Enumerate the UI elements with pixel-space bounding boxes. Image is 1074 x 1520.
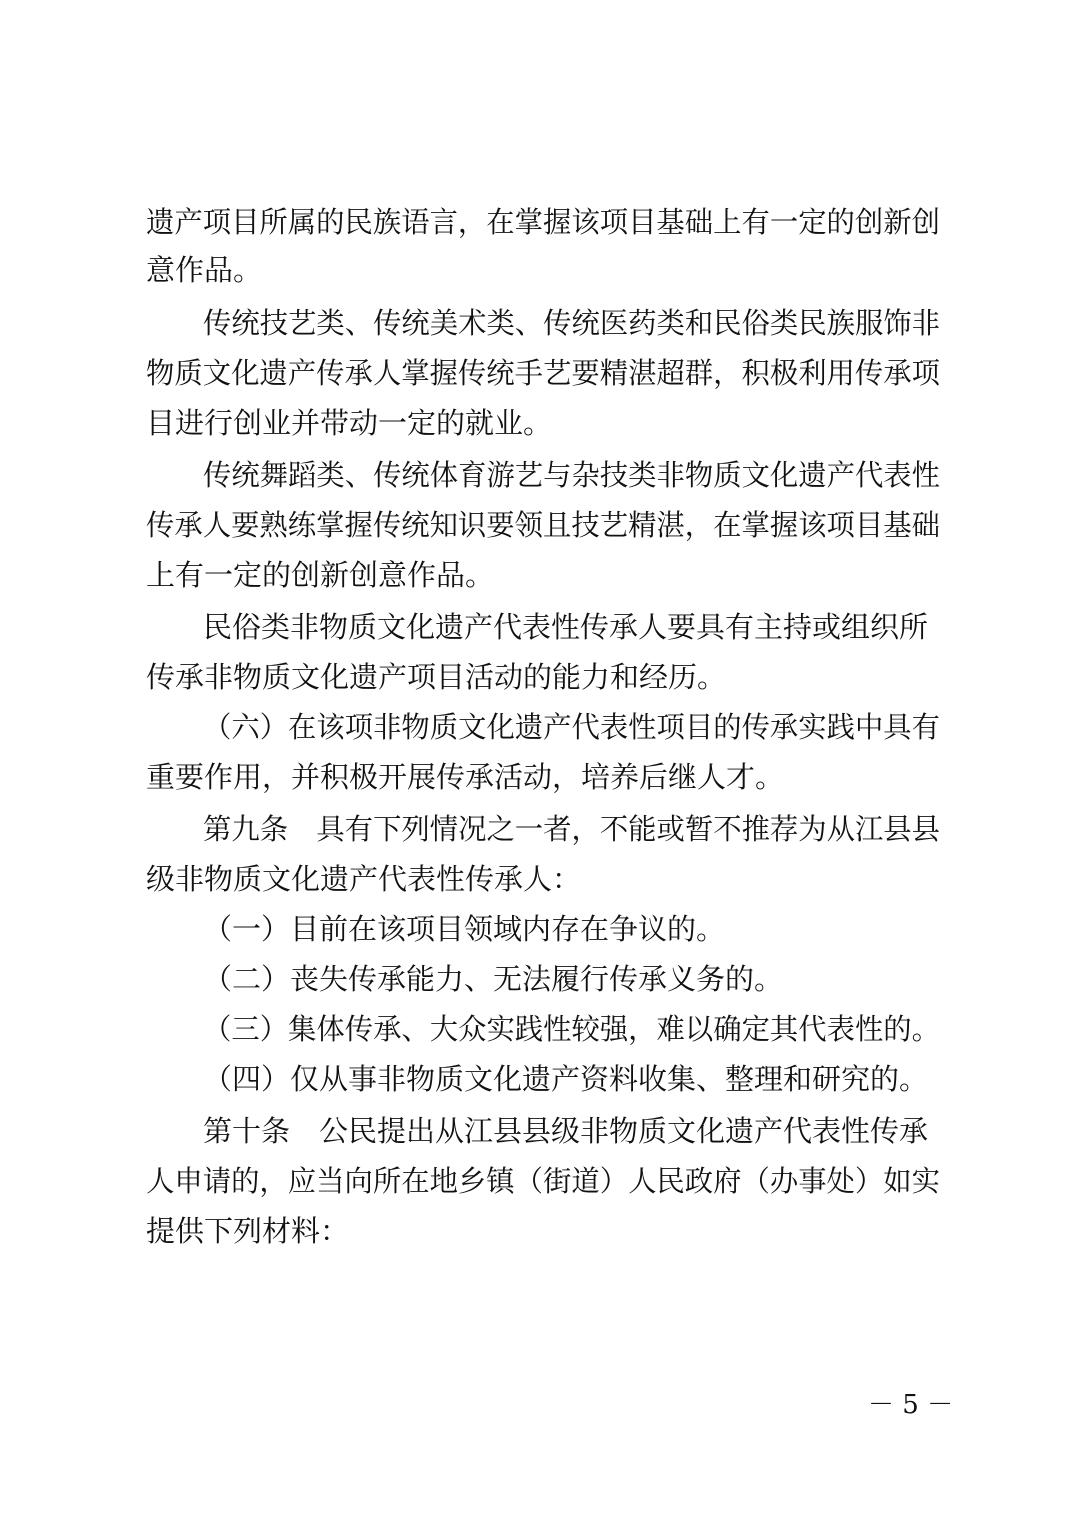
text-line	[0, 250, 1074, 290]
text-line	[0, 1059, 1074, 1099]
page-number: － 5 －	[868, 1390, 954, 1420]
line-text: 传承人要熟练掌握传统知识要领且技艺精湛，在掌握该项目基础	[146, 508, 940, 542]
line-text: 遗产项目所属的民族语言，在掌握该项目基础上有一定的创新创	[146, 205, 940, 239]
line-text: 重要作用，并积极开展传承活动，培养后继人才。	[146, 760, 785, 794]
line-text: 提供下列材料：	[146, 1214, 350, 1248]
text-line	[0, 1111, 1074, 1151]
text-line	[0, 1211, 1074, 1251]
line-text: 人申请的，应当向所在地乡镇（街道）人民政府（办事处）如实	[146, 1164, 940, 1198]
line-text: （二）丧失传承能力、无法履行传承义务的。	[203, 962, 784, 996]
line-text: 级非物质文化遗产代表性传承人：	[146, 862, 582, 896]
line-text: 第十条 公民提出从江县县级非物质文化遗产代表性传承	[203, 1114, 929, 1148]
text-line	[0, 707, 1074, 747]
line-text: 传统舞蹈类、传统体育游艺与杂技类非物质文化遗产代表性	[203, 458, 940, 492]
text-line	[0, 303, 1074, 343]
line-text: （六）在该项非物质文化遗产代表性项目的传承实践中具有	[203, 710, 940, 744]
text-line	[0, 959, 1074, 999]
line-text: 物质文化遗产传承人掌握传统手艺要精湛超群，积极利用传承项	[146, 356, 940, 390]
text-line	[0, 607, 1074, 647]
line-text: 目进行创业并带动一定的就业。	[146, 406, 553, 440]
line-text: （一）目前在该项目领域内存在争议的。	[203, 912, 726, 946]
text-line	[0, 757, 1074, 797]
text-line	[0, 555, 1074, 595]
text-line	[0, 657, 1074, 697]
line-text: （四）仅从事非物质文化遗产资料收集、整理和研究的。	[203, 1062, 929, 1096]
text-line	[0, 1009, 1074, 1049]
line-text: 上有一定的创新创意作品。	[146, 558, 495, 592]
line-text: （三）集体传承、大众实践性较强，难以确定其代表性的。	[203, 1012, 940, 1046]
text-line	[0, 1161, 1074, 1201]
line-text: 传承非物质文化遗产项目活动的能力和经历。	[146, 660, 727, 694]
text-line	[0, 859, 1074, 899]
line-text: 传统技艺类、传统美术类、传统医药类和民俗类民族服饰非	[203, 306, 940, 340]
text-line	[0, 353, 1074, 393]
text-line	[0, 455, 1074, 495]
text-line	[0, 505, 1074, 545]
text-line	[0, 403, 1074, 443]
line-text: 意作品。	[146, 253, 263, 287]
text-line	[0, 809, 1074, 849]
line-text: 第九条 具有下列情况之一者，不能或暂不推荐为从江县县	[203, 812, 940, 846]
text-line	[0, 909, 1074, 949]
line-text: 民俗类非物质文化遗产代表性传承人要具有主持或组织所	[203, 610, 929, 644]
text-line	[0, 202, 1074, 242]
